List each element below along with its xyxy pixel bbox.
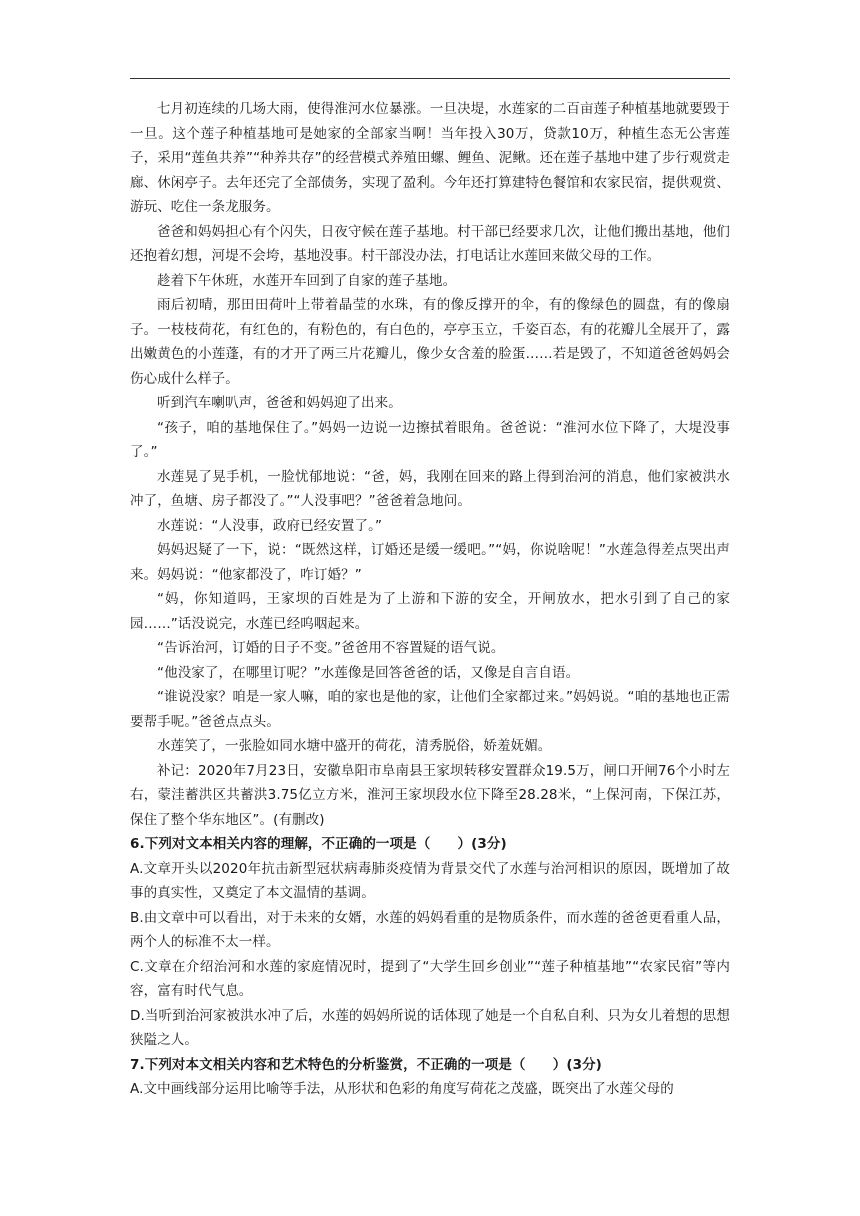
header-rule (130, 78, 730, 79)
story-paragraph: 水莲说：“人没事，政府已经安置了。” (157, 517, 383, 534)
story-paragraph: “孩子，咱的基地保住了。”妈妈一边说一边擦拭着眼角。爸爸说：“淮河水位下降了，大堤没事了。” (130, 419, 730, 460)
story-paragraph: 水莲笑了，一张脸如同水塘中盛开的荷花，清秀脱俗，娇羞妩媚。 (157, 738, 552, 754)
answer-option-d: D.当听到治河家被洪水冲了后，水莲的妈妈所说的话体现了她是一个自私自利、只为女儿着想的思想狭隘之人。 (130, 1007, 730, 1048)
question-7 (130, 1053, 730, 1102)
story-paragraph: “妈，你知道吗，王家坝的百姓是为了上游和下游的安全，开闸放水，把水引到了自己的家园……”话没说完，水莲已经呜咽起来。 (130, 591, 730, 632)
postscript-note: 补记：2020年7月23日，安徽阜阳市阜南县王家坝转移安置群众19.5万，闸口开闸76个小时左右，蒙洼蓄洪区共蓄洪3.75亿立方米，淮河王家坝段水位下降至28.28米，“上保河南，下保江苏，保住了整个华东地区”。(有删改) (130, 762, 730, 828)
story-paragraph: 七月初连续的几场大雨，使得淮河水位暴涨。一旦决堤，水莲家的二百亩莲子种植基地就要毁于一旦。这个莲子种植基地可是她家的全部家当啊！当年投入30万，贷款10万，种植生态无公害莲子，采用“莲鱼共养”“种养共存”的经营模式养殖田螺、鲤鱼、泥鳅。还在莲子基地中建了步行观赏走廊、休闲亭子。去年还完了全部债务，实现了盈利。今年还打算建特色餐馆和农家民宿，提供观赏、游玩、吃住一条龙服务。 (130, 101, 730, 215)
answer-option-a: A.文章开头以2020年抗击新型冠状病毒肺炎疫情为背景交代了水莲与治河相识的原因，既增加了故事的真实性，又奠定了本文温情的基调。 (130, 860, 730, 901)
story-paragraph: 爸爸和妈妈担心有个闪失，日夜守候在莲子基地。村干部已经要求几次，让他们搬出基地，他们还抱着幻想，河堤不会垮，基地没事。村干部没办法，打电话让水莲回来做父母的工作。 (130, 223, 730, 264)
story-paragraph: 听到汽车喇叭声，爸爸和妈妈迎了出来。 (157, 395, 402, 411)
question-stem: 6.下列对文本相关内容的理解，不正确的一项是（ ）(3分) (130, 836, 507, 852)
story-paragraph: “告诉治河，订婚的日子不变。”爸爸用不容置疑的语气说。 (157, 640, 505, 656)
story-paragraph: 妈妈迟疑了一下，说：“既然这样，订婚还是缓一缓吧。”“妈，你说啥呢！”水莲急得差点哭出声来。妈妈说：“他家都没了，咋订婚？” (130, 542, 730, 583)
question-6 (130, 832, 730, 1053)
answer-option-a: A.文中画线部分运用比喻等手法，从形状和色彩的角度写荷花之茂盛，既突出了水莲父母的 (130, 1081, 674, 1097)
story-text (130, 97, 730, 832)
story-paragraph: 水莲晃了晃手机，一脸忧郁地说：“爸，妈，我刚在回来的路上得到治河的消息，他们家被洪水冲了，鱼塘、房子都没了。”“人没事吧？”爸爸着急地问。 (130, 468, 730, 509)
story-paragraph: “他没家了，在哪里订呢？”水莲像是回答爸爸的话，又像是自言自语。 (157, 664, 580, 681)
story-paragraph: 趁着下午休班，水莲开车回到了自家的莲子基地。 (157, 272, 457, 289)
document-body (130, 97, 730, 1102)
question-stem: 7.下列对本文相关内容和艺术特色的分析鉴赏，不正确的一项是（ ）(3分) (130, 1056, 602, 1073)
answer-option-b: B.由文章中可以看出，对于未来的女婿，水莲的妈妈看重的是物质条件，而水莲的爸爸更看重人品，两个人的标准不太一样。 (130, 909, 730, 950)
story-paragraph: 雨后初晴，那田田荷叶上带着晶莹的水珠，有的像反撑开的伞，有的像绿色的圆盘，有的像扇子。一枝枝荷花，有红色的，有粉色的，有白色的，亭亭玉立，千姿百态，有的花瓣儿全展开了，露出嫩黄色的小莲蓬，有的才开了两三片花瓣儿，像少女含羞的脸蛋……若是毁了，不知道爸爸妈妈会伤心成什么样子。 (130, 297, 730, 387)
story-paragraph: “谁说没家？咱是一家人嘛，咱的家也是他的家，让他们全家都过来。”妈妈说。“咱的基地也正需要帮手呢。”爸爸点点头。 (130, 689, 730, 730)
answer-option-c: C.文章在介绍治河和水莲的家庭情况时，提到了“大学生回乡创业”“莲子种植基地”“农家民宿”等内容，富有时代气息。 (130, 958, 730, 999)
